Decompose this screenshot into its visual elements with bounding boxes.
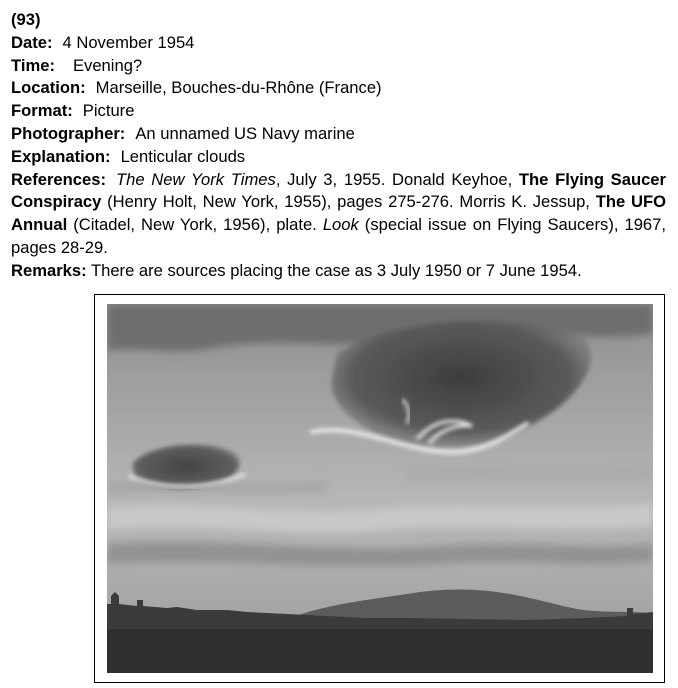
reference-text-2: (Henry Holt, New York, 1955), pages 275-276. Morris K. Jessup, xyxy=(101,192,596,212)
photo-illustration xyxy=(107,304,653,673)
time-separator: : xyxy=(49,55,55,75)
photographer-label: Photographer xyxy=(11,123,120,143)
reference-keyhoe-title: The Flying Saucer Conspiracy xyxy=(11,169,666,212)
date-line xyxy=(11,32,666,55)
format-line xyxy=(11,100,666,123)
format-separator: : xyxy=(67,101,73,121)
location-separator: : xyxy=(80,78,86,98)
format-label: Format xyxy=(11,101,68,121)
time-label: Time xyxy=(11,55,50,75)
time-line xyxy=(11,55,666,78)
explanation-value: Lenticular clouds xyxy=(120,146,246,166)
reference-text-4: (special issue on Flying Saucers), 1967, pages 28-29. xyxy=(11,215,666,257)
date-value: 4 November 1954 xyxy=(62,32,195,52)
format-value: Picture xyxy=(82,101,135,121)
case-number: (93) xyxy=(11,10,41,29)
photographer-separator: : xyxy=(119,123,126,143)
references-line xyxy=(11,169,666,260)
case-record xyxy=(11,9,666,283)
location-value: Marseille, Bouches-du-Rhône (France) xyxy=(95,78,382,98)
remarks-label: Remarks: xyxy=(11,260,87,280)
case-number-line xyxy=(11,9,666,32)
photographer-value: An unnamed US Navy marine xyxy=(135,123,355,143)
reference-text-1: , July 3, 1955. Donald Keyhoe, xyxy=(275,169,519,189)
references-label: References xyxy=(11,169,101,189)
date-label: Date xyxy=(11,32,47,52)
date-separator: : xyxy=(46,32,53,52)
remarks-line xyxy=(11,260,666,283)
photo-frame xyxy=(94,294,665,683)
lenticular-clouds-photo xyxy=(107,304,653,673)
photographer-line xyxy=(11,123,666,146)
reference-look-title: Look xyxy=(322,215,359,235)
reference-text-3: (Citadel, New York, 1956), plate. xyxy=(67,215,323,235)
location-label: Location xyxy=(11,78,81,98)
time-value: Evening? xyxy=(72,55,143,75)
reference-ufo-annual-title: The UFO Annual xyxy=(11,192,666,235)
location-line xyxy=(11,77,666,100)
explanation-line xyxy=(11,146,666,169)
remarks-value: There are sources placing the case as 3 July 1950 or 7 June 1954. xyxy=(90,260,582,280)
references-separator: : xyxy=(100,169,107,189)
reference-nyt-title: The New York Times xyxy=(116,169,276,189)
explanation-label: Explanation xyxy=(11,146,106,166)
explanation-separator: : xyxy=(105,146,111,166)
foreground-ground xyxy=(107,629,653,673)
